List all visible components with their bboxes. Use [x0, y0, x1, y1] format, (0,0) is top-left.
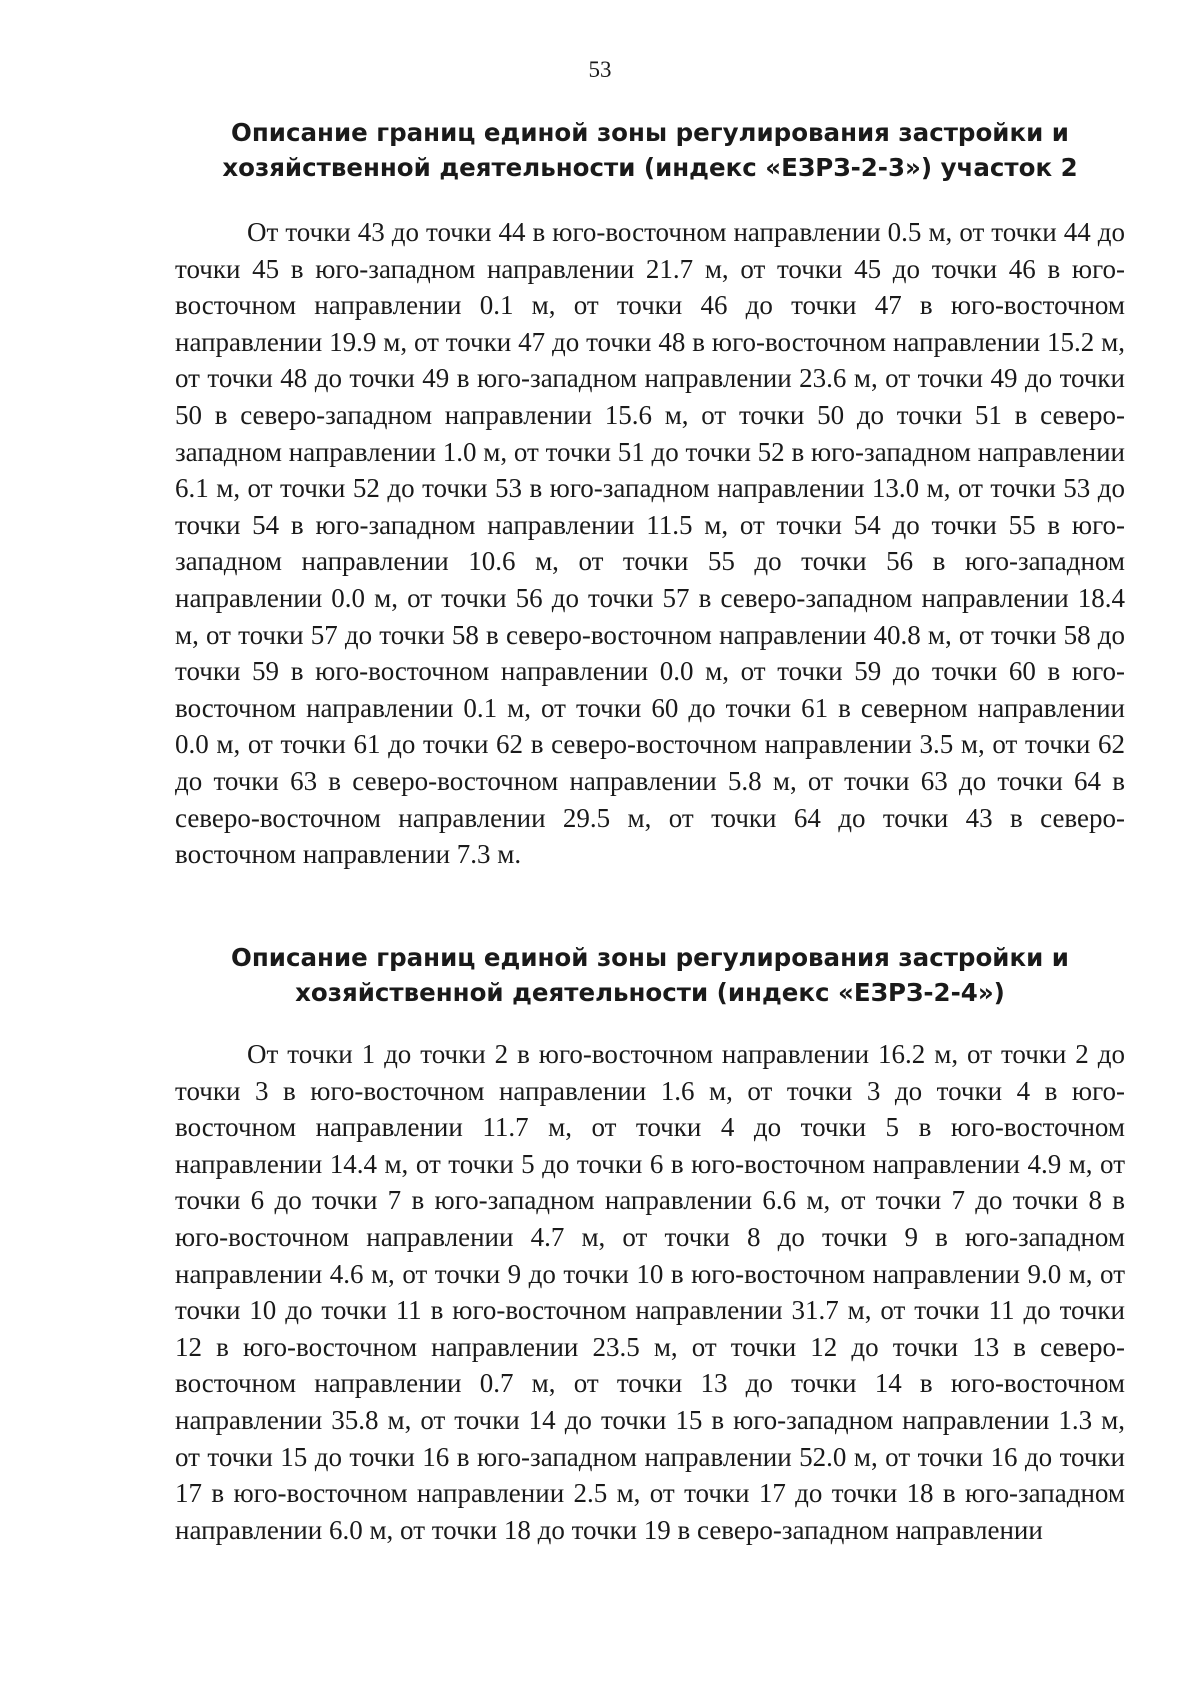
section-body-ezrz-2-3: От точки 43 до точки 44 в юго-восточном направлении 0.5 м, от точки 44 до точки 45 в юго-западном направлении 21.7 м, от точки 45 до точки 46 в юго-восточном направлении 0.1 м, от точки 46 до точки 47 в юго-восточном направлении 19.9 м, от точки 47 до точки 48 в юго-восточном направлении 15.2 м, от точки 48 до точки 49 в юго-западном направлении 23.6 м, от точки 49 до точки 50 в северо-западном направлении 15.6 м, от точки 50 до точки 51 в северо-западном направлении 1.0 м, от точки 51 до точки 52 в юго-западном направлении 6.1 м, от точки 52 до точки 53 в юго-западном направлении 13.0 м, от точки 53 до точки 54 в юго-западном направлении 11.5 м, от точки 54 до точки 55 в юго-западном направлении 10.6 м, от точки 55 до точки 56 в юго-западном направлении 0.0 м, от точки 56 до точки 57 в северо-западном направлении 18.4 м, от точки 57 до точки 58 в северо-восточном направлении 40.8 м, от точки 58 до точки 59 в юго-восточном направлении 0.0 м, от точки 59 до точки 60 в юго-восточном направлении 0.1 м, от точки 60 до точки 61 в северном направлении 0.0 м, от точки 61 до точки 62 в северо-восточном направлении 3.5 м, от точки 62 до точки 63 в северо-восточном направлении 5.8 м, от точки 63 до точки 64 в северо-восточном направлении 29.5 м, от точки 64 до точки 43 в северо-восточном направлении 7.3 м. — [175, 217, 1125, 870]
page-number: 53 — [588, 57, 612, 82]
section-body-ezrz-2-4: От точки 1 до точки 2 в юго-восточном направлении 16.2 м, от точки 2 до точки 3 в юго-восточном направлении 1.6 м, от точки 3 до точки 4 в юго-восточном направлении 11.7 м, от точки 4 до точки 5 в юго-восточном направлении 14.4 м, от точки 5 до точки 6 в юго-восточном направлении 4.9 м, от точки 6 до точки 7 в юго-западном направлении 6.6 м, от точки 7 до точки 8 в юго-восточном направлении 4.7 м, от точки 8 до точки 9 в юго-западном направлении 4.6 м, от точки 9 до точки 10 в юго-восточном направлении 9.0 м, от точки 10 до точки 11 в юго-восточном направлении 31.7 м, от точки 11 до точки 12 в юго-восточном направлении 23.5 м, от точки 12 до точки 13 в северо-восточном направлении 0.7 м, от точки 13 до точки 14 в юго-восточном направлении 35.8 м, от точки 14 до точки 15 в юго-западном направлении 1.3 м, от точки 15 до точки 16 в юго-западном направлении 52.0 м, от точки 16 до точки 17 в юго-восточном направлении 2.5 м, от точки 17 до точки 18 в юго-западном направлении 6.0 м, от точки 18 до точки 19 в северо-западном направлении — [175, 1039, 1125, 1545]
section-title-ezrz-2-3: Описание границ единой зоны регулирования застройки и хозяйственной деятельности (индекс «ЕЗРЗ-2-3») участок 2 — [222, 118, 1078, 182]
section-title-ezrz-2-4: Описание границ единой зоны регулирования застройки и хозяйственной деятельности (индекс «ЕЗРЗ-2-4») — [231, 943, 1069, 1007]
